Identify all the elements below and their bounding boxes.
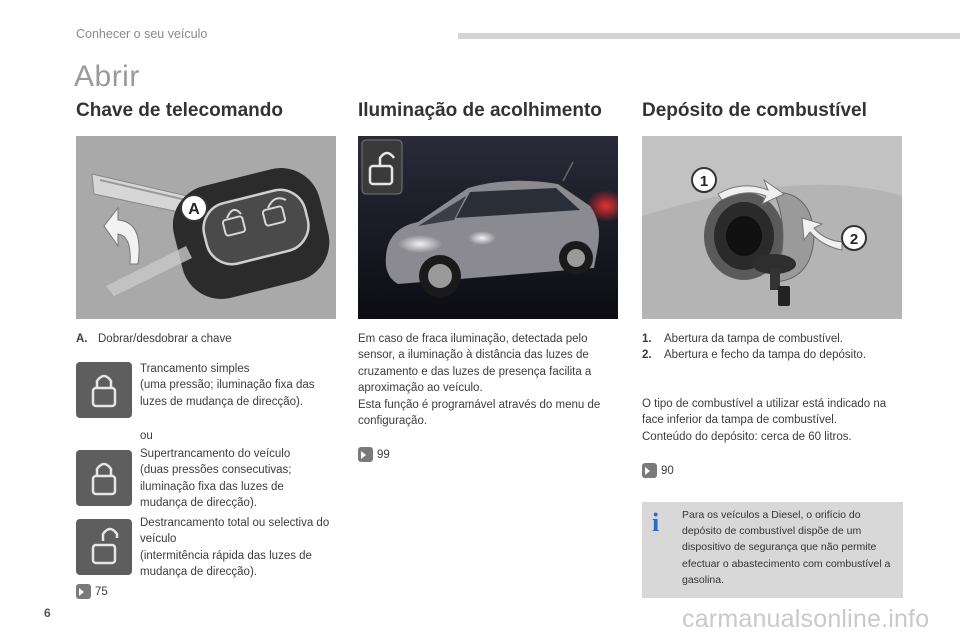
item-a-text: Dobrar/desdobrar a chave [98,333,232,345]
page-ref-icon [76,584,91,599]
fuel-cap-image [642,136,902,319]
list-item: 2. Abertura e fecho da tampa do depósito. [642,349,867,362]
welcome-lighting-text: Em caso de fraca iluminação, detectada pelo sensor, a iluminação à distância das luzes de cruzamento e das luzes de presença facilita a aproximação ao veículo. Esta função é programável através do menu de configuração. [358,333,601,428]
superlock-icon [76,450,132,506]
header-bar [458,33,960,39]
page-title: Abrir [74,60,140,93]
fuel-marker-1: 1 [699,173,709,190]
item-a [76,331,336,347]
section-header: Conhecer o seu veículo [76,27,208,41]
ref-75[interactable]: 75 [76,583,108,601]
welcome-lighting-title: Iluminação de acolhimento [358,100,602,121]
remote-key-image [76,136,336,319]
fuel-info-text: O tipo de combustível a utilizar está indicado na face inferior da tampa de combustível. Conteúdo do depósito: cerca de 60 litros. [642,398,887,443]
fuel-marker-2: 2 [849,231,859,248]
ref-99[interactable]: 99 [358,446,390,464]
ref-90[interactable]: 90 [642,462,674,480]
page-ref-icon [358,447,373,462]
watermark: carmanualsonline.info [682,605,930,633]
page-ref-icon [642,463,657,478]
single-lock-text: Trancamento simples (uma pressão; iluminação fixa das luzes de mudança de direcção). [140,363,315,408]
list-item: 1. Abertura da tampa de combustível. [642,333,843,345]
key-section-title: Chave de telecomando [76,100,283,121]
diesel-info-text: Para os veículos a Diesel, o orifício do depósito de combustível dispõe de um dispositivo de segurança que não permite efectuar o abastecimento com combustível a gasolina. [682,509,891,586]
superlock-text: Supertrancamento do veículo (duas pressões consecutivas; iluminação fixa das luzes de mudança de direcção). [140,448,292,510]
lock-icon [76,362,132,418]
item-a-label: A. [76,333,88,345]
car-image [358,136,618,319]
or-text: ou [140,430,153,442]
page-number: 6 [44,606,51,620]
unlock-icon [76,519,132,575]
unlock-text: Destrancamento total ou selectiva do veículo (intermitência rápida das luzes de mudança de direcção). [140,517,330,579]
fuel-item-list [642,331,906,364]
fuel-tank-title: Depósito de combustível [642,100,867,121]
info-icon: i [652,508,660,537]
key-marker-a: A [188,201,200,218]
